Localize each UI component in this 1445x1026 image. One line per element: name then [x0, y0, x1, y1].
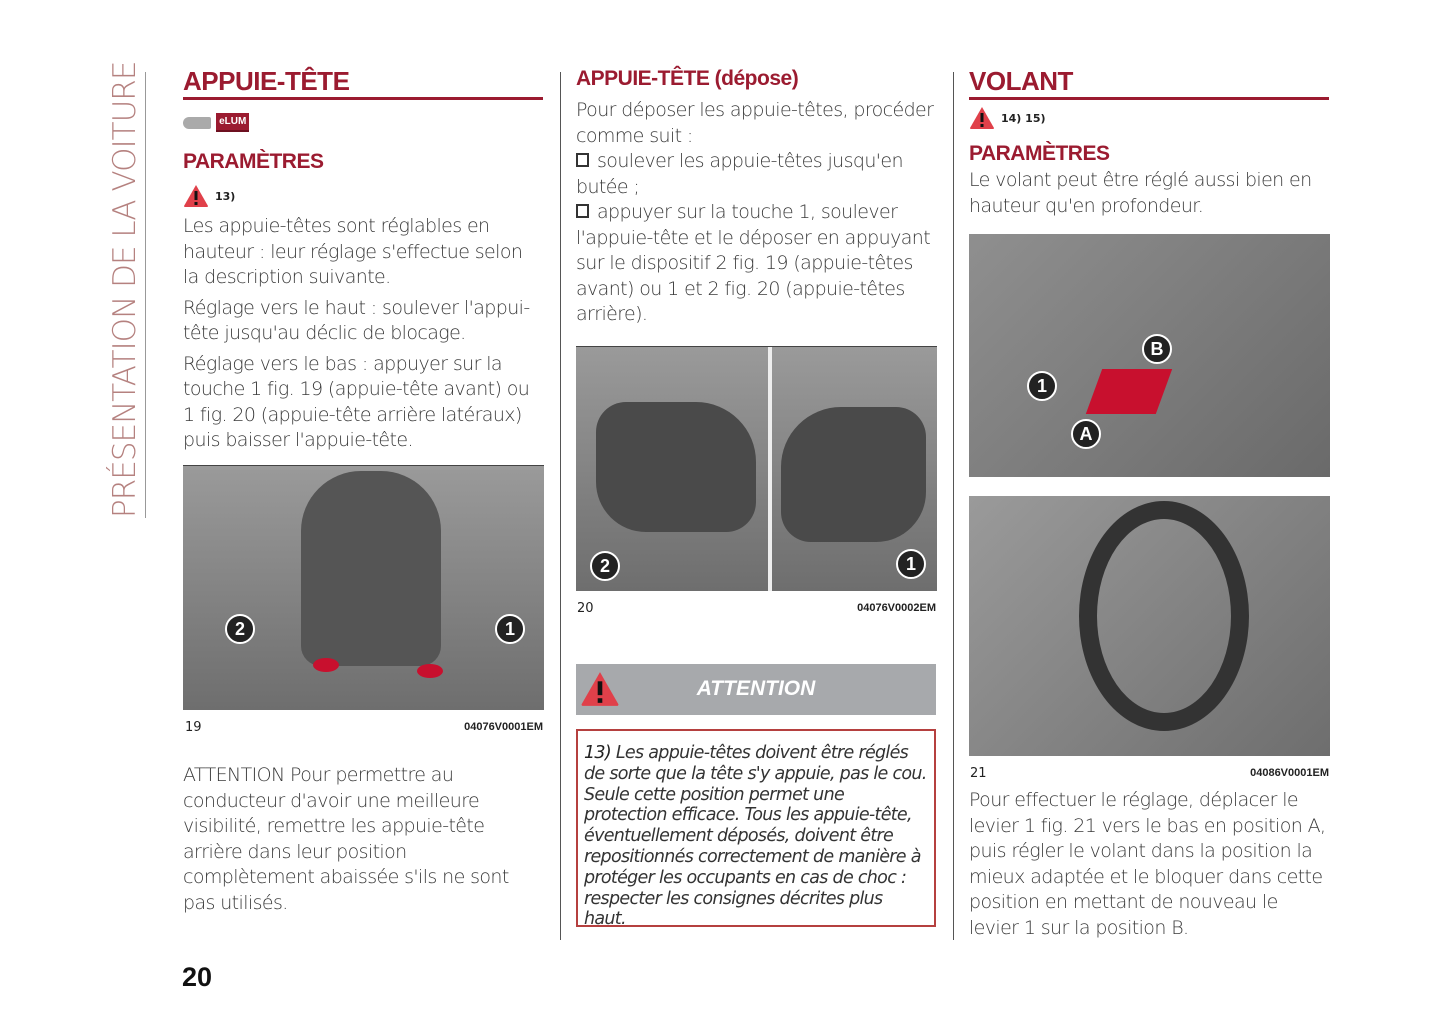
sidebar-rule	[145, 72, 146, 518]
attention-title: ATTENTION	[696, 677, 816, 700]
elum-row	[183, 112, 543, 136]
step-text: soulever les appuie-têtes jusqu'en butée ;	[576, 150, 903, 198]
checkbox-icon	[576, 153, 589, 167]
attention-note: ATTENTION Pour permettre au conducteur d'avoir une meilleure visibilité, remettre les appuie-tête arrière dans leur position complètement abaissée s'ils ne sont pas utilisés.	[183, 764, 509, 914]
column-volant	[969, 66, 1329, 219]
callout-1: 1	[1027, 371, 1057, 401]
callout-1: 1	[896, 549, 926, 579]
column-divider	[953, 72, 954, 940]
callout-2: 2	[590, 551, 620, 581]
steering-wheel-image	[969, 496, 1330, 756]
checkbox-icon	[576, 204, 589, 218]
column-divider	[560, 72, 561, 940]
lever	[1086, 369, 1172, 414]
steering-wheel	[1079, 501, 1249, 731]
release-button	[313, 658, 339, 672]
headrest-image	[781, 407, 926, 542]
section-title: APPUIE-TÊTE (dépose)	[576, 67, 799, 90]
paragraph: Réglage vers le haut : soulever l'appui-tête jusqu'au déclic de blocage.	[183, 296, 530, 344]
intro: Pour déposer les appuie-têtes, procéder comme suit :	[576, 99, 934, 147]
column-depose	[576, 66, 936, 328]
sidebar-section-title: PRÉSENTATION DE LA VOITURE	[107, 61, 143, 518]
figure-code: 04076V0001EM	[464, 721, 543, 733]
step	[576, 149, 936, 200]
warning-icon	[183, 184, 209, 208]
warning-icon	[969, 106, 995, 130]
release-button	[417, 664, 443, 678]
callout-a: A	[1071, 419, 1101, 449]
pointing-hand-icon	[183, 117, 211, 129]
section-title: VOLANT	[969, 66, 1329, 100]
subtitle: PARAMÈTRES	[183, 150, 324, 173]
figure-19	[183, 465, 544, 710]
attention-ref: 13)	[584, 743, 611, 763]
column-appuie-tete	[183, 66, 543, 454]
warning-row	[183, 184, 543, 210]
headrest-image	[301, 471, 441, 666]
figure-code: 04076V0002EM	[857, 602, 936, 614]
paragraph: Réglage vers le bas : appuyer sur la touche 1 fig. 19 (appuie-tête avant) ou 1 fig. 20 (appuie-tête arrière latéraux) puis baisser l'appuie-tête.	[183, 352, 530, 451]
figure-20	[576, 346, 937, 591]
warning-ref: 14) 15)	[1001, 111, 1046, 125]
warning-ref: 13)	[215, 189, 236, 203]
warning-row	[969, 106, 1329, 132]
figure-code: 04086V0001EM	[1250, 767, 1329, 779]
attention-box	[576, 729, 936, 930]
split-line	[768, 347, 772, 591]
section-title: APPUIE-TÊTE	[183, 66, 543, 100]
elum-badge: eLUM	[216, 113, 249, 132]
lever-image	[969, 234, 1330, 477]
headrest-image	[596, 402, 756, 532]
step-text: appuyer sur la touche 1, soulever l'appuie-tête et le déposer en appuyant sur le dispositif 2 fig. 19 (appuie-têtes avant) ou 1 et 2 fig. 20 (appuie-têtes arrière).	[576, 201, 931, 325]
figure-number: 20	[577, 601, 594, 616]
attention-text	[584, 743, 928, 930]
figure-21	[969, 234, 1330, 756]
paragraph: Les appuie-têtes sont réglables en hauteur : leur réglage s'effectue selon la description suivante.	[183, 215, 523, 288]
paragraph: Pour effectuer le réglage, déplacer le levier 1 fig. 21 vers le bas en position A, puis régler le volant dans la position la mieux adaptée et le bloquer dans cette position en mettant de nouveau le levier 1 sur la position B.	[969, 789, 1326, 939]
callout-1: 1	[495, 614, 525, 644]
figure-number: 19	[185, 720, 202, 735]
callout-b: B	[1142, 334, 1172, 364]
step	[576, 200, 936, 328]
callout-2: 2	[225, 614, 255, 644]
attention-header	[576, 664, 936, 715]
intro: Le volant peut être réglé aussi bien en hauteur qu'en profondeur.	[969, 169, 1312, 217]
attention-body: Les appuie-têtes doivent être réglés de sorte que la tête s'y appuie, pas le cou. Seule cette position permet une protection efficace. Tous les appuie-tête, éventuellement déposés, doivent être repositionnés correctement de manière à protéger les occupants en cas de choc : respecter les consignes décrites plus haut.	[584, 743, 927, 930]
subtitle: PARAMÈTRES	[969, 142, 1110, 165]
page-number: 20	[182, 962, 213, 992]
figure-number: 21	[970, 766, 987, 781]
